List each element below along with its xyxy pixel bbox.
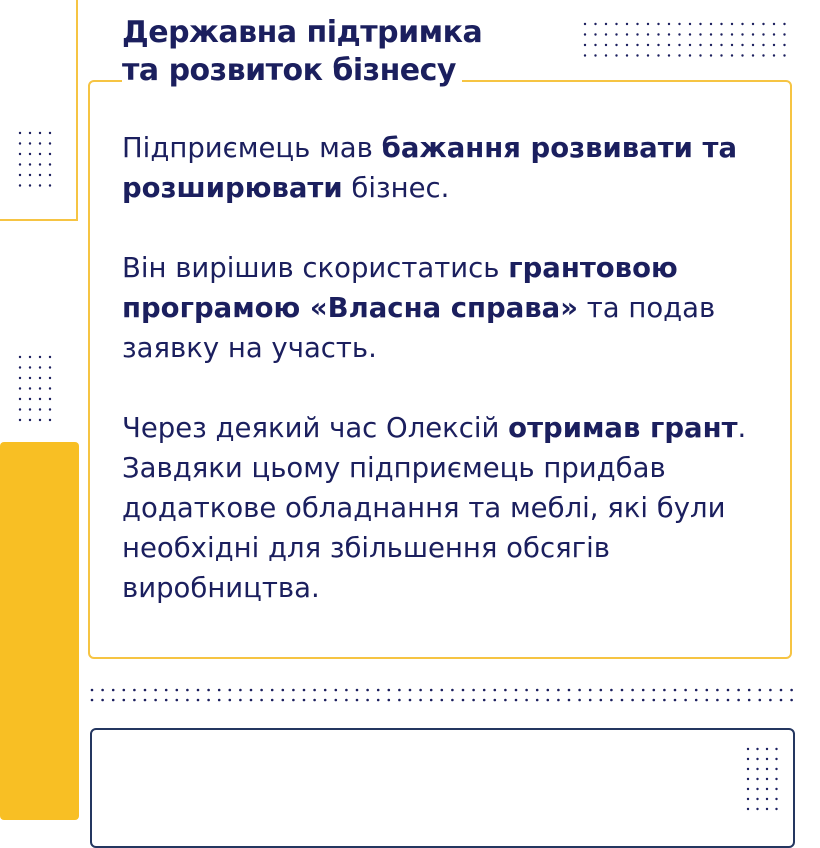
decor-dot [388, 699, 391, 702]
decor-dot [657, 23, 659, 25]
decor-dot [197, 689, 200, 692]
decor-dot [748, 689, 751, 692]
decor-dot [621, 699, 624, 702]
decor-dot [621, 689, 624, 692]
decor-dot [19, 398, 21, 400]
decor-dot [689, 33, 691, 35]
decor-dot [783, 54, 785, 56]
decor-dot [271, 699, 274, 702]
decor-dot [759, 689, 762, 692]
dot-grid-left-upper [19, 132, 51, 187]
decor-dot [674, 699, 677, 702]
decor-dot [727, 699, 730, 702]
yellow-frame-top-left [0, 0, 77, 220]
decor-dot [780, 699, 783, 702]
decor-dot [741, 23, 743, 25]
decor-dot [689, 54, 691, 56]
decor-dot [605, 33, 607, 35]
decor-dot [494, 699, 497, 702]
p3-text-a: Через деякий час Олексій [122, 412, 509, 444]
decor-dot [790, 689, 793, 692]
decor-dot [647, 23, 649, 25]
decor-dot [594, 33, 596, 35]
paragraph-2 [122, 248, 762, 368]
decor-dot [101, 699, 104, 702]
decor-dot [547, 689, 550, 692]
decor-dot [790, 699, 793, 702]
title-line-1: Державна підтримка [122, 14, 488, 52]
decor-dot [752, 44, 754, 46]
decor-dot [504, 699, 507, 702]
decor-dot [515, 699, 518, 702]
decor-dot [39, 184, 41, 186]
decor-dot [494, 689, 497, 692]
decor-dot [626, 44, 628, 46]
decor-dot [504, 689, 507, 692]
decor-dot [584, 44, 586, 46]
decor-dot [631, 689, 634, 692]
decor-dot [345, 699, 348, 702]
decor-dot [49, 142, 51, 144]
decor-dot [335, 689, 338, 692]
decor-dot [631, 699, 634, 702]
decor-dot [430, 689, 433, 692]
decor-dot [218, 699, 221, 702]
decor-dot [741, 54, 743, 56]
decor-dot [515, 689, 518, 692]
decor-dot [29, 387, 31, 389]
decor-dot [720, 44, 722, 46]
p3-text-b: . Завдяки цьому підприємець придбав додаткове обладнання та меблі, які були необхідні для збільшення обсягів виробництва. [122, 412, 747, 604]
decor-dot [716, 699, 719, 702]
decor-dot [626, 54, 628, 56]
decor-dot [636, 33, 638, 35]
decor-dot [91, 689, 94, 692]
decor-dot [720, 33, 722, 35]
decor-dot [49, 132, 51, 134]
decor-dot [197, 699, 200, 702]
p1-text-a: Підприємець мав [122, 132, 382, 164]
decor-dot [39, 153, 41, 155]
decor-dot [674, 689, 677, 692]
decor-dot [345, 689, 348, 692]
decor-dot [748, 699, 751, 702]
decor-dot [678, 23, 680, 25]
decor-dot [615, 54, 617, 56]
decor-dot [176, 689, 179, 692]
decor-dot [49, 356, 51, 358]
decor-dot [780, 689, 783, 692]
decor-dot [653, 699, 656, 702]
decor-dot [154, 689, 157, 692]
decor-dot [584, 23, 586, 25]
decor-dot [49, 163, 51, 165]
decor-dot [783, 44, 785, 46]
decor-dot [282, 689, 285, 692]
decor-dot [752, 54, 754, 56]
decor-dot [653, 689, 656, 692]
decor-dot [536, 699, 539, 702]
decor-dot [49, 184, 51, 186]
decor-dot [19, 387, 21, 389]
decor-dot [605, 23, 607, 25]
story-text [122, 128, 762, 648]
decor-dot [483, 699, 486, 702]
decor-dot [610, 699, 613, 702]
decor-dot [615, 33, 617, 35]
decor-dot [419, 699, 422, 702]
decor-dot [29, 408, 31, 410]
decor-dot [29, 377, 31, 379]
decor-dot [250, 699, 253, 702]
page-title [122, 14, 522, 90]
decor-dot [762, 33, 764, 35]
decor-dot [584, 54, 586, 56]
decor-dot [762, 23, 764, 25]
decor-dot [773, 54, 775, 56]
decor-dot [783, 23, 785, 25]
decor-dot [752, 33, 754, 35]
decor-dot [706, 689, 709, 692]
decor-dot [695, 699, 698, 702]
decor-dot [19, 377, 21, 379]
decor-dot [165, 689, 168, 692]
decor-dot [49, 419, 51, 421]
decor-dot [716, 689, 719, 692]
decor-dot [710, 44, 712, 46]
decor-dot [636, 54, 638, 56]
decor-dot [710, 23, 712, 25]
decor-dot [19, 408, 21, 410]
p3-highlight: отримав грант [508, 412, 738, 444]
decor-dot [260, 689, 263, 692]
decor-dot [186, 699, 189, 702]
decor-dot [39, 356, 41, 358]
decor-dot [19, 153, 21, 155]
decor-dot [727, 689, 730, 692]
decor-dot [29, 163, 31, 165]
decor-dot [91, 699, 94, 702]
decor-dot [19, 163, 21, 165]
decor-dot [282, 699, 285, 702]
decor-dot [39, 174, 41, 176]
decor-dot [29, 153, 31, 155]
decor-dot [39, 366, 41, 368]
decor-dot [49, 153, 51, 155]
decor-dot [642, 699, 645, 702]
decor-dot [112, 699, 115, 702]
decor-dot [39, 419, 41, 421]
decor-dot [589, 699, 592, 702]
decor-dot [668, 23, 670, 25]
decor-dot [615, 44, 617, 46]
decor-dot [133, 689, 136, 692]
decor-dot [578, 689, 581, 692]
decor-dot [292, 699, 295, 702]
decor-dot [39, 408, 41, 410]
decor-dot [19, 174, 21, 176]
decor-dot [737, 699, 740, 702]
decor-dot [207, 699, 210, 702]
decor-dot [695, 689, 698, 692]
decor-dot [19, 184, 21, 186]
decor-dot [642, 689, 645, 692]
dot-grid-left-middle [19, 356, 51, 421]
decor-dot [647, 44, 649, 46]
paragraph-3 [122, 408, 762, 608]
decor-dot [335, 699, 338, 702]
decor-dot [19, 419, 21, 421]
decor-dot [699, 23, 701, 25]
decor-dot [29, 174, 31, 176]
decor-dot [39, 142, 41, 144]
decor-dot [123, 699, 126, 702]
decor-dot [605, 44, 607, 46]
decor-dot [731, 54, 733, 56]
decor-dot [657, 44, 659, 46]
decor-dot [689, 44, 691, 46]
decor-dot [657, 33, 659, 35]
decor-dot [39, 377, 41, 379]
decor-dot [699, 54, 701, 56]
decor-dot [451, 689, 454, 692]
p1-text-b: бізнес. [342, 172, 450, 204]
decor-dot [547, 699, 550, 702]
decor-dot [578, 699, 581, 702]
decor-dot [472, 689, 475, 692]
decor-dot [615, 23, 617, 25]
p2-text-b: та подав заявку на участь. [122, 292, 716, 364]
decor-dot [29, 419, 31, 421]
decor-dot [731, 33, 733, 35]
decor-dot [207, 689, 210, 692]
decor-dot [366, 699, 369, 702]
decor-dot [759, 699, 762, 702]
decor-dot [39, 398, 41, 400]
decor-dot [313, 699, 316, 702]
decor-dot [710, 33, 712, 35]
decor-dot [762, 54, 764, 56]
decor-dot [19, 356, 21, 358]
decor-dot [229, 689, 232, 692]
decor-dot [568, 689, 571, 692]
decor-dot [39, 132, 41, 134]
decor-dot [29, 356, 31, 358]
dot-grid-top-right [584, 23, 786, 57]
next-card-preview [90, 728, 795, 848]
decor-dot [409, 699, 412, 702]
decor-dot [239, 689, 242, 692]
decor-dot [594, 44, 596, 46]
decor-dot [313, 689, 316, 692]
decor-dot [636, 23, 638, 25]
decor-dot [366, 689, 369, 692]
decor-dot [165, 699, 168, 702]
decor-dot [678, 54, 680, 56]
decor-dot [29, 132, 31, 134]
decor-dot [773, 33, 775, 35]
decor-dot [29, 366, 31, 368]
decor-dot [483, 689, 486, 692]
decor-dot [356, 699, 359, 702]
decor-dot [626, 33, 628, 35]
decor-dot [49, 377, 51, 379]
decor-dot [303, 689, 306, 692]
decor-dot [462, 689, 465, 692]
decor-dot [657, 54, 659, 56]
decor-dot [689, 23, 691, 25]
decor-dot [678, 33, 680, 35]
decor-dot [19, 366, 21, 368]
decor-dot [525, 689, 528, 692]
decor-dot [720, 54, 722, 56]
p2-highlight: грантовою програмою «Власна справа» [122, 252, 678, 324]
paragraph-1 [122, 128, 762, 208]
decor-dot [218, 689, 221, 692]
decor-dot [699, 44, 701, 46]
decor-dot [731, 44, 733, 46]
decor-dot [600, 699, 603, 702]
decor-dot [324, 689, 327, 692]
decor-dot [647, 33, 649, 35]
decor-dot [19, 132, 21, 134]
decor-dot [430, 699, 433, 702]
decor-dot [678, 44, 680, 46]
yellow-side-bar [0, 442, 79, 820]
decor-dot [29, 184, 31, 186]
decor-dot [356, 689, 359, 692]
decor-dot [557, 689, 560, 692]
decor-dot [589, 689, 592, 692]
decor-dot [144, 689, 147, 692]
decor-dot [769, 689, 772, 692]
decor-dot [663, 689, 666, 692]
decor-dot [626, 23, 628, 25]
decor-dot [773, 44, 775, 46]
decor-dot [49, 174, 51, 176]
decor-dot [668, 54, 670, 56]
decor-dot [462, 699, 465, 702]
decor-dot [133, 699, 136, 702]
decor-dot [741, 33, 743, 35]
decor-dot [600, 689, 603, 692]
decor-dot [19, 142, 21, 144]
decor-dot [762, 44, 764, 46]
decor-dot [668, 44, 670, 46]
decor-dot [419, 689, 422, 692]
decor-dot [594, 23, 596, 25]
decor-dot [605, 54, 607, 56]
decor-dot [144, 699, 147, 702]
decor-dot [49, 398, 51, 400]
decor-dot [250, 689, 253, 692]
dot-row-bottom [91, 689, 793, 702]
decor-dot [568, 699, 571, 702]
decor-dot [525, 699, 528, 702]
decor-dot [557, 699, 560, 702]
decor-dot [239, 699, 242, 702]
decor-dot [101, 689, 104, 692]
decor-dot [324, 699, 327, 702]
decor-dot [710, 54, 712, 56]
decor-dot [260, 699, 263, 702]
decor-dot [154, 699, 157, 702]
decor-dot [610, 689, 613, 692]
decor-dot [123, 689, 126, 692]
decor-dot [441, 699, 444, 702]
decor-dot [684, 699, 687, 702]
decor-dot [731, 23, 733, 25]
decor-dot [741, 44, 743, 46]
decor-dot [39, 163, 41, 165]
decor-dot [472, 699, 475, 702]
decor-dot [441, 689, 444, 692]
decor-dot [451, 699, 454, 702]
decor-dot [752, 23, 754, 25]
decor-dot [49, 387, 51, 389]
decor-dot [720, 23, 722, 25]
decor-dot [398, 689, 401, 692]
decor-dot [29, 398, 31, 400]
decor-dot [112, 689, 115, 692]
decor-dot [271, 689, 274, 692]
decor-dot [303, 699, 306, 702]
p1-highlight: бажання розвивати та розширювати [122, 132, 738, 204]
decor-dot [663, 699, 666, 702]
decor-dot [398, 699, 401, 702]
decor-dot [536, 689, 539, 692]
decor-dot [699, 33, 701, 35]
decor-dot [668, 33, 670, 35]
decor-dot [636, 44, 638, 46]
title-line-2: та розвиток бізнесу [122, 52, 462, 90]
decor-dot [292, 689, 295, 692]
decor-dot [377, 699, 380, 702]
decor-dot [229, 699, 232, 702]
decor-dot [29, 142, 31, 144]
decor-dot [773, 23, 775, 25]
decor-dot [684, 689, 687, 692]
decor-dot [706, 699, 709, 702]
decor-dot [409, 689, 412, 692]
decor-dot [647, 54, 649, 56]
decor-dot [594, 54, 596, 56]
decor-dot [176, 699, 179, 702]
decor-dot [737, 689, 740, 692]
decor-dot [377, 689, 380, 692]
decor-dot [783, 33, 785, 35]
decor-dot [769, 699, 772, 702]
decor-dot [388, 689, 391, 692]
p2-text-a: Він вирішив скористатись [122, 252, 509, 284]
decor-dot [186, 689, 189, 692]
decor-dot [39, 387, 41, 389]
decor-dot [49, 408, 51, 410]
decor-dot [49, 366, 51, 368]
decor-dot [584, 33, 586, 35]
